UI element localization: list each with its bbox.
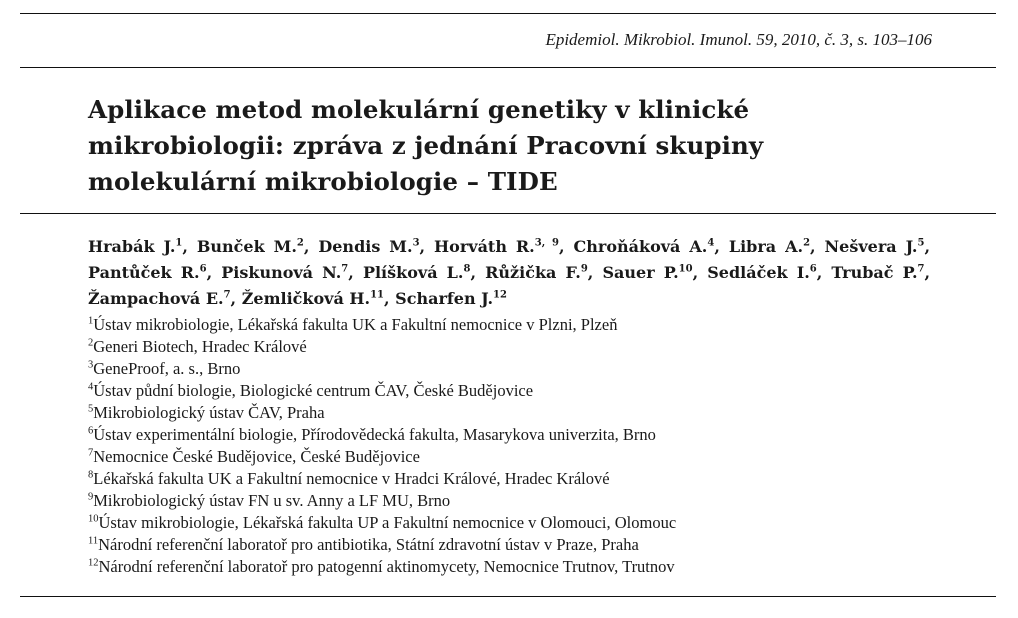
author: Bunček M.$^2$, — [196, 237, 310, 256]
affiliation-number: 2 — [88, 337, 94, 349]
affiliation-number: 4 — [88, 381, 94, 393]
author: Sauer P.$^{10}$, — [602, 263, 699, 282]
author-affiliation-ref: 6 — [809, 263, 817, 275]
author: Nešvera J.$^5$, — [824, 237, 931, 256]
author: Trubač P.$^7$, — [831, 263, 931, 282]
author-affiliation-ref: 7 — [223, 289, 231, 301]
affiliation — [88, 314, 676, 336]
affiliation-number: 6 — [88, 425, 94, 437]
affiliation-number: 3 — [88, 359, 94, 371]
affiliation — [88, 512, 676, 534]
affiliation-text: Generi Biotech, Hradec Králové — [93, 337, 307, 356]
author-name: Žampachová E. — [88, 289, 224, 308]
author-name: Dendis M. — [318, 237, 413, 256]
affiliation — [88, 402, 676, 424]
affiliation-number: 7 — [88, 447, 94, 459]
author: Libra A.$^2$, — [728, 237, 816, 256]
author-affiliation-ref: 3, 9 — [534, 237, 560, 249]
author-affiliation-ref: 7 — [917, 263, 925, 275]
affiliation-text: Mikrobiologický ústav FN u sv. Anny a LF MU, Brno — [93, 491, 451, 510]
author-affiliation-ref: 1 — [175, 237, 183, 249]
affiliation-text: Ústav půdní biologie, Biologické centrum ČAV, České Budějovice — [93, 381, 534, 400]
author-name: Pantůček R. — [88, 263, 200, 282]
author-name: Sedláček I. — [707, 263, 810, 282]
author: Sedláček I.$^6$, — [707, 263, 823, 282]
affiliation — [88, 490, 676, 512]
affiliation-number: 8 — [88, 469, 94, 481]
author-name: Bunček M. — [196, 237, 297, 256]
affiliation-text: Národní referenční laboratoř pro antibiotika, Státní zdravotní ústav v Praze, Praha — [98, 535, 639, 554]
top-rule — [20, 13, 996, 14]
author-affiliation-ref: 3 — [412, 237, 420, 249]
author: Horváth R.$^{3, 9}$, — [434, 237, 565, 256]
author-affiliation-ref: 10 — [678, 263, 693, 275]
author-name: Růžička F. — [485, 263, 581, 282]
author-name: Trubač P. — [831, 263, 918, 282]
author-name: Chroňáková A. — [573, 237, 708, 256]
author: Chroňáková A.$^4$, — [573, 237, 720, 256]
author-affiliation-ref: 8 — [463, 263, 471, 275]
affiliation-number: 1 — [88, 315, 94, 327]
affiliation-text: Ústav mikrobiologie, Lékařská fakulta UK a Fakultní nemocnice v Plzni, Plzeň — [93, 315, 618, 334]
affiliation-text: GeneProof, a. s., Brno — [93, 359, 241, 378]
author: Pantůček R.$^6$, — [88, 263, 213, 282]
author-affiliation-ref: 2 — [296, 237, 304, 249]
author-list — [88, 234, 930, 312]
affiliation-text: Nemocnice České Budějovice, České Budějovice — [93, 447, 420, 466]
author-affiliation-ref: 9 — [580, 263, 588, 275]
affiliation — [88, 468, 676, 490]
author-affiliation-ref: 12 — [493, 289, 507, 301]
author-affiliation-ref: 2 — [803, 237, 811, 249]
author-name: Libra A. — [728, 237, 804, 256]
affiliation-number: 10 — [88, 513, 99, 525]
author-name: Sauer P. — [602, 263, 679, 282]
author: Žemličková H.$^{11}$, — [241, 289, 390, 308]
affiliation-text: Ústav mikrobiologie, Lékařská fakulta UP a Fakultní nemocnice v Olomouci, Olomouc — [98, 513, 677, 532]
article-title — [88, 92, 948, 200]
author: Žampachová E.$^7$, — [88, 289, 237, 308]
author: Růžička F.$^9$, — [485, 263, 594, 282]
author-affiliation-ref: 6 — [199, 263, 207, 275]
title-line: molekulární mikrobiologie – TIDE — [88, 167, 558, 196]
affiliation-number: 9 — [88, 491, 94, 503]
affiliation-number: 5 — [88, 403, 94, 415]
affiliation-text: Národní referenční laboratoř pro patogenní aktinomycety, Nemocnice Trutnov, Trutnov — [98, 557, 675, 576]
affiliation-list — [88, 314, 676, 578]
bottom-rule — [20, 596, 996, 597]
author: Dendis M.$^3$, — [318, 237, 426, 256]
affiliation — [88, 358, 676, 380]
author-name: Žemličková H. — [241, 289, 371, 308]
author-name: Horváth R. — [434, 237, 535, 256]
journal-citation: Epidemiol. Mikrobiol. Imunol. 59, 2010, č. 3, s. 103–106 — [545, 30, 932, 49]
affiliation — [88, 556, 676, 578]
author-name: Hrabák J. — [88, 237, 176, 256]
author-name: Scharfen J. — [395, 289, 494, 308]
author — [395, 289, 507, 308]
affiliation-text: Lékařská fakulta UK a Fakultní nemocnice v Hradci Králové, Hradec Králové — [93, 469, 610, 488]
header-rule — [20, 67, 996, 68]
affiliation-number: 12 — [88, 557, 99, 569]
affiliation — [88, 424, 676, 446]
title-line: mikrobiologii: zpráva z jednání Pracovní skupiny — [88, 131, 764, 160]
affiliation — [88, 446, 676, 468]
affiliation-text: Mikrobiologický ústav ČAV, Praha — [93, 403, 325, 422]
author-name: Piskunová N. — [221, 263, 342, 282]
affiliation — [88, 336, 676, 358]
author-affiliation-ref: 4 — [707, 237, 715, 249]
affiliation — [88, 380, 676, 402]
author: Hrabák J.$^1$, — [88, 237, 188, 256]
author-affiliation-ref: 5 — [917, 237, 925, 249]
title-line: Aplikace metod molekulární genetiky v klinické — [88, 95, 750, 124]
author-affiliation-ref: 11 — [370, 289, 384, 301]
author-name: Plíšková L. — [362, 263, 464, 282]
affiliation — [88, 534, 676, 556]
author: Plíšková L.$^8$, — [362, 263, 477, 282]
title-rule — [20, 213, 996, 214]
author-affiliation-ref: 7 — [341, 263, 349, 275]
affiliation-text: Ústav experimentální biologie, Přírodovědecká fakulta, Masarykova univerzita, Brno — [93, 425, 656, 444]
author-name: Nešvera J. — [824, 237, 918, 256]
affiliation-number: 11 — [88, 535, 99, 547]
author: Piskunová N.$^7$, — [221, 263, 354, 282]
